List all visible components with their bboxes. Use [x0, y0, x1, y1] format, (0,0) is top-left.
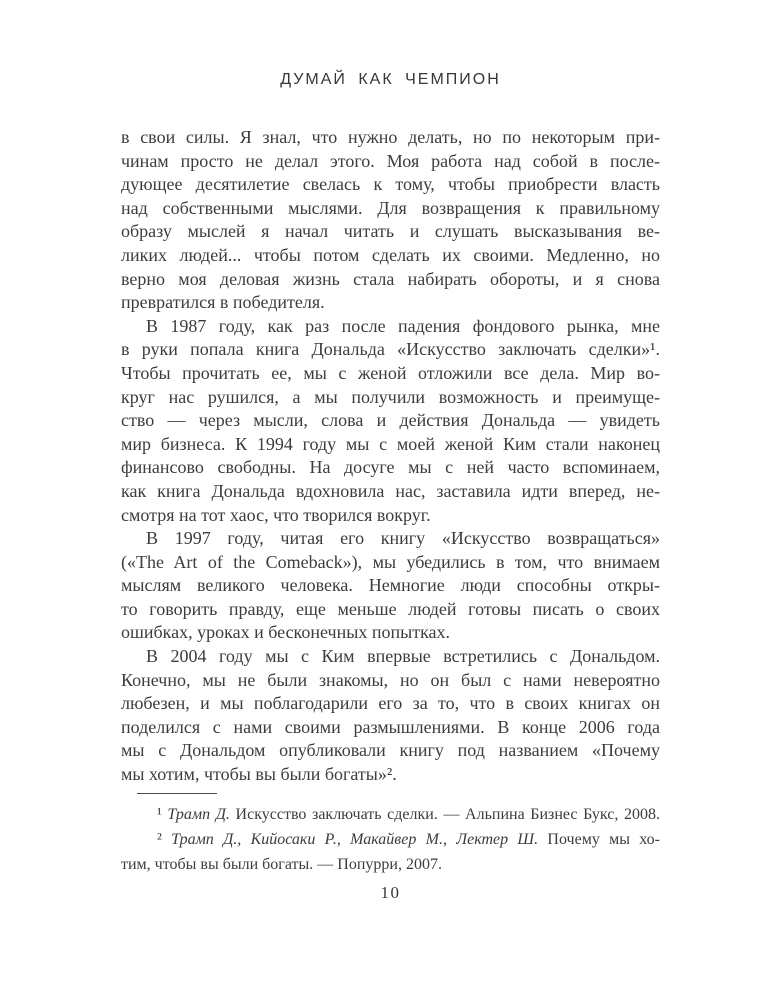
running-header: ДУМАЙ КАК ЧЕМПИОН — [280, 71, 501, 88]
footnote-text: Искусство заключать сделки. — Альпина Бизнес Букс, 2008. — [229, 805, 661, 823]
page-body — [121, 126, 660, 877]
text-line: чинам просто не делал этого. Моя работа над собой в после- — [121, 150, 660, 171]
text-line: В 1987 году, как раз после падения фондового рынка, мне — [146, 315, 660, 336]
text-line: то говорить правду, еще меньше людей готовы писать о своих — [121, 598, 660, 619]
text-line: превратился в победителя. — [121, 292, 325, 313]
footnote-line — [121, 852, 660, 877]
footnote-text: ¹ — [157, 805, 168, 823]
footnote-text: ² — [157, 830, 172, 848]
text-line: верно моя деловая жизнь стала набирать обороты, и я снова — [121, 268, 660, 289]
footnote-line — [121, 827, 660, 852]
text-line: Конечно, мы не были знакомы, но он был с нами невероятно — [121, 669, 660, 690]
text-line: мы с Дональдом опубликовали книгу под названием «Почему — [121, 740, 660, 761]
footnote-text: Почему мы хо- — [538, 830, 660, 848]
text-line: дующее десятилетие свелась к тому, чтобы приобрести власть — [121, 174, 660, 195]
footnote-author: Трамп Д., Кийосаки Р., Макайвер М., Лектер Ш. — [171, 830, 539, 848]
text-line: мы хотим, чтобы вы были богаты»². — [121, 764, 397, 785]
text-line: В 1997 году, читая его книгу «Искусство возвращаться» — [146, 528, 660, 549]
footnote-separator — [137, 793, 217, 794]
text-line: над собственными мыслями. Для возвращения к правильному — [121, 197, 660, 218]
paragraph — [121, 315, 660, 527]
text-line: образу мыслей я начал читать и слушать высказывания ве- — [121, 221, 660, 242]
text-line: в свои силы. Я знал, что нужно делать, но по некоторым при- — [121, 127, 660, 147]
text-line: («The Art of the Comeback»), мы убедились в том, что внимаем — [121, 551, 660, 572]
text-line: ство — через мысли, слова и действия Дональда — увидеть — [121, 410, 660, 431]
text-line: ликих людей... чтобы потом сделать их своими. Медленно, но — [121, 244, 660, 265]
text-line: любезен, и мы поблагодарили его за то, что в своих книгах он — [121, 693, 660, 714]
paragraph — [121, 527, 660, 645]
text-line: в руки попала книга Дональда «Искусство заключать сделки»¹. — [121, 339, 660, 360]
text-line: В 2004 году мы с Ким впервые встретились с Дональдом. — [146, 646, 660, 667]
text-line: поделился с нами своими размышлениями. В конце 2006 года — [121, 716, 660, 737]
text-line: ошибках, уроках и бесконечных попытках. — [121, 622, 451, 643]
body-paragraphs — [121, 126, 660, 787]
text-line: смотря на тот хаос, что творился вокруг. — [121, 504, 431, 525]
text-line: как книга Дональда вдохновила нас, заставила идти вперед, не- — [121, 480, 660, 501]
text-line: мыслям великого человека. Немногие люди способны откры- — [121, 575, 660, 596]
text-line: круг нас рушился, а мы получили возможность и преимуще- — [121, 386, 660, 407]
footnote-text: тим, чтобы вы были богаты. — Попурри, 2007. — [121, 855, 442, 873]
page-number: 10 — [380, 883, 401, 902]
footnote-author: Трамп Д. — [167, 805, 230, 823]
footnotes-list — [121, 802, 660, 877]
paragraph — [121, 126, 660, 315]
footnote-line — [121, 802, 660, 827]
text-line: Чтобы прочитать ее, мы с женой отложили все дела. Мир во- — [121, 362, 660, 383]
paragraph — [121, 645, 660, 787]
text-line: финансово свободны. На досуге мы с ней часто вспоминаем, — [121, 457, 660, 478]
text-line: мир бизнеса. К 1994 году мы с моей женой Ким стали наконец — [121, 433, 660, 454]
